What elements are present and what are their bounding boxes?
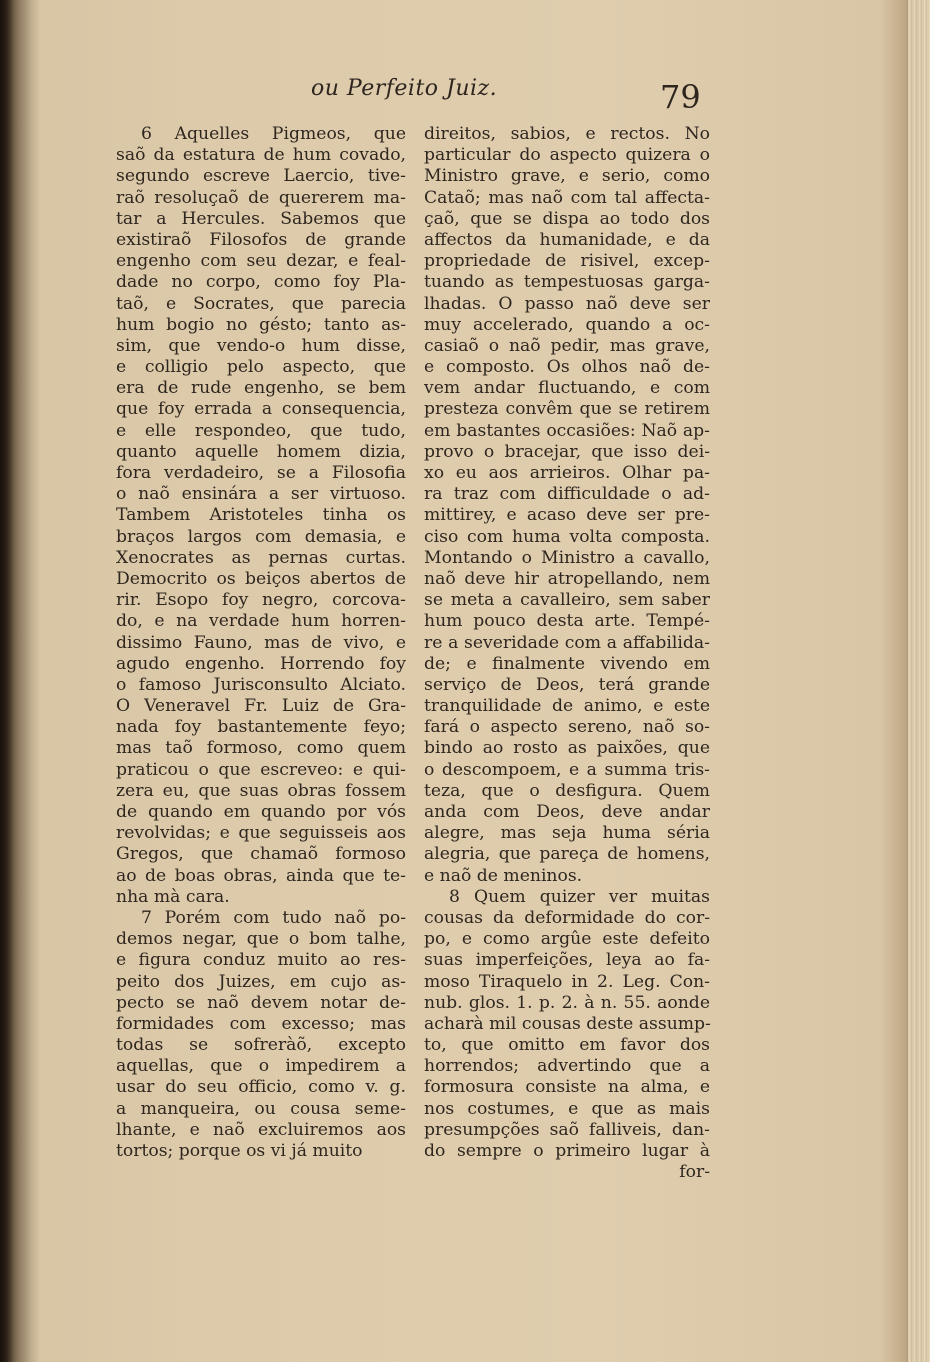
text-line: lhadas. O passo naõ deve ser [424,293,710,314]
text-line: hum bogio no gésto; tanto as- [116,314,406,335]
text-line: sim, que vendo-o hum disse, [116,335,406,356]
text-line: 6 Aquelles Pigmeos, que [141,124,406,144]
text-line: ciso com huma volta composta. [424,526,710,547]
text-line: çaõ, que se dispa ao todo dos [424,208,710,229]
text-line: que foy errada a consequencia, [116,399,406,420]
running-title: ou Perfeito Juiz. [311,76,498,101]
text-line: anda com Deos, deve andar [424,802,710,822]
text-line: em bastantes occasiões: Naõ ap- [424,420,710,441]
page-number: 79 [660,78,701,116]
text-line: vem andar fluctuando, e com [424,378,710,399]
text-line: affectos da humanidade, e da [424,229,710,250]
text-line: alegria, que pareça de homens, [424,844,710,865]
text-line: agudo engenho. Horrendo foy [116,653,406,674]
text-line: horrendos; advertindo que a [424,1056,710,1077]
text-line: formosura consiste na alma, e [424,1077,710,1098]
text-line: teza, que o desfigura. Quem [424,780,710,801]
text-line: tar a Hercules. Sabemos que [116,208,406,229]
text-line: re a severidade com a affabilida- [424,632,710,653]
text-line: o descompoem, e a summa tris- [424,759,710,780]
text-line: moso Tiraquelo in 2. Leg. Con- [424,971,710,992]
text-line: todas se sofreràõ, excepto [116,1035,406,1056]
text-line: xo eu aos arrieiros. Olhar pa- [424,463,710,483]
text-line: nub. glos. 1. p. 2. à n. 55. aonde [424,992,710,1013]
text-line: casiaõ o naõ pedir, mas grave, [424,335,710,356]
text-line: direitos, sabios, e rectos. No [424,124,710,144]
text-line: zera eu, que suas obras fossem [116,780,406,801]
text-line: ra traz com difficuldade o ad- [424,484,710,505]
text-line: aquellas, que o impedirem a [116,1056,406,1077]
text-line: alegre, mas seja huma séria [424,823,710,844]
right-text-column [424,124,710,1183]
text-line: particular do aspecto quizera o [424,145,710,166]
text-line: e elle respondeo, que tudo, [116,420,406,441]
text-line: a manqueira, ou cousa seme- [116,1098,406,1119]
text-line: formidades com excesso; mas [116,1013,406,1034]
text-line: era de rude engenho, se bem [116,378,406,399]
text-line: po, e como argûe este defeito [424,929,710,950]
text-line: ao de boas obras, ainda que te- [116,865,406,886]
text-line: O Veneravel Fr. Luiz de Gra- [116,696,406,717]
text-line: o naõ ensinára a ser virtuoso. [116,484,406,505]
text-line: demos negar, que o bom talhe, [116,929,406,950]
text-line: de; e finalmente vivendo em [424,653,710,674]
text-line: acharà mil cousas deste assump- [424,1013,711,1034]
text-line: Democrito os beiços abertos de [116,568,406,589]
text-line: revolvidas; e que seguisseis aos [116,823,406,844]
text-line: muy accelerado, quando a oc- [424,314,710,335]
text-line: raõ resoluçaõ de quererem ma- [116,187,406,208]
text-line: rir. Esopo foy negro, corcova- [116,590,406,611]
text-line: de quando em quando por vós [116,802,406,822]
text-line: Xenocrates as pernas curtas. [116,547,406,568]
text-line: dissimo Fauno, mas de vivo, e [116,632,406,653]
text-line: braços largos com demasia, e [116,526,406,547]
text-line: dade no corpo, como foy Pla- [116,272,406,293]
text-line: naõ deve hir atropellando, nem [424,568,710,589]
text-line: do sempre o primeiro lugar à [424,1141,710,1161]
text-line: saõ da estatura de hum covado, [116,145,406,166]
text-line: tortos; porque os vi já muito [116,1141,363,1161]
text-line: usar do seu officio, como v. g. [116,1077,406,1098]
text-line: existiraõ Filosofos de grande [116,229,406,250]
text-line: serviço de Deos, terá grande [424,674,710,695]
text-line: provo o bracejar, que isso dei- [424,441,710,462]
text-line: quanto aquelle homem dizia, [116,441,406,462]
text-line: mittirey, e acaso deve ser pre- [424,505,710,526]
text-line: peito dos Juizes, em cujo as- [116,971,406,992]
text-line: e colligio pelo aspecto, que [116,357,406,378]
text-line: 7 Porém com tudo naõ po- [141,907,406,928]
catchword: for- [679,1162,710,1183]
text-line: Tambem Aristoteles tinha os [116,505,406,526]
text-line: engenho com seu dezar, e feal- [116,251,406,272]
text-line: presumpções saõ falliveis, dan- [424,1119,710,1140]
text-line: lhante, e naõ excluiremos aos [116,1119,406,1140]
left-text-column [116,124,406,1162]
text-line: e composto. Os olhos naõ de- [424,357,710,378]
text-line: cousas da deformidade do cor- [424,907,710,928]
text-line: taõ, e Socrates, que parecia [116,293,406,314]
text-line: tranquilidade de animo, e este [424,696,710,717]
text-line: fará o aspecto sereno, naõ so- [424,717,710,738]
text-line: e figura conduz muito ao res- [116,950,406,971]
text-line: suas imperfeições, leya ao fa- [424,950,710,971]
text-line: 8 Quem quizer ver muitas [449,886,710,907]
text-line: se meta a cavalleiro, sem saber [424,590,710,611]
text-line: o famoso Jurisconsulto Alciato. [116,674,406,695]
text-line: tuando as tempestuosas garga- [424,272,710,293]
text-line: nada foy bastantemente feyo; [116,717,406,738]
text-line: pecto se naõ devem notar de- [116,992,406,1013]
text-line: to, que omitto em favor dos [424,1035,710,1056]
text-line: nos costumes, e que as mais [424,1098,710,1119]
text-line: e naõ de meninos. [424,865,583,886]
text-line: fora verdadeiro, se a Filosofia [116,463,406,483]
text-line: Cataõ; mas naõ com tal affecta- [424,187,710,208]
text-line: mas taõ formoso, como quem [116,738,406,759]
text-line: nha mà cara. [116,886,230,907]
text-line: do, e na verdade hum horren- [116,611,406,632]
text-line: hum pouco desta arte. Tempé- [424,611,710,632]
text-line: segundo escreve Laercio, tive- [116,166,406,187]
text-line: bindo ao rosto as paixões, que [424,738,710,759]
text-line: Ministro grave, e serio, como [424,166,710,187]
text-line: Gregos, que chamaõ formoso [116,844,406,865]
text-line: praticou o que escreveo: e qui- [116,759,406,780]
text-line: propriedade de risivel, excep- [424,251,710,272]
text-line: Montando o Ministro a cavallo, [424,547,710,568]
text-line: presteza convêm que se retirem [424,399,710,420]
